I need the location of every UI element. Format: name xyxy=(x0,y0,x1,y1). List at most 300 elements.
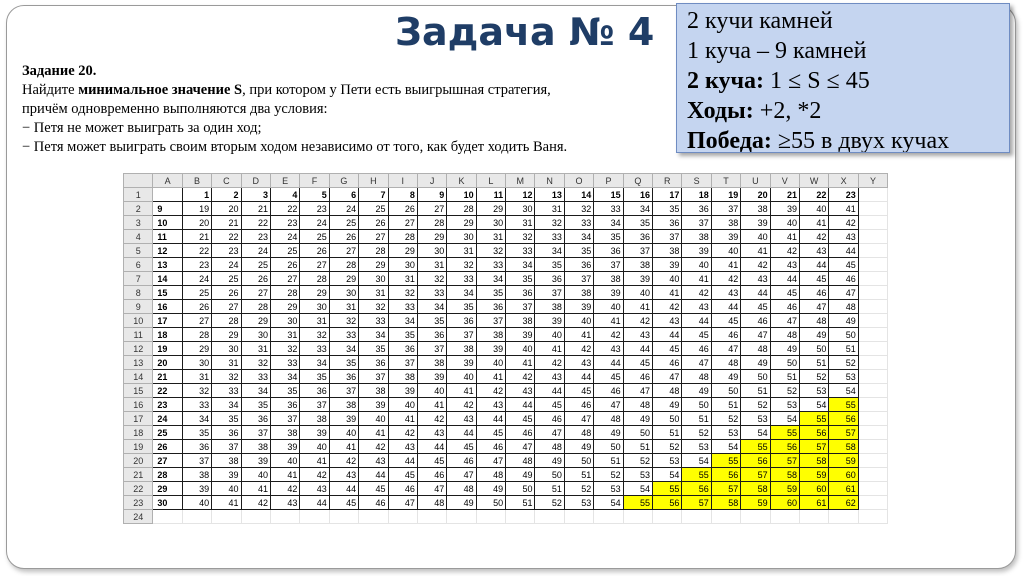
cell-O7[interactable]: 37 xyxy=(564,272,593,286)
cell-Q5[interactable]: 37 xyxy=(623,244,652,258)
cell-Q17[interactable]: 49 xyxy=(623,412,652,426)
cell-R22[interactable]: 55 xyxy=(653,482,682,496)
cell-V6[interactable]: 43 xyxy=(770,258,799,272)
row-header-4[interactable]: 4 xyxy=(124,230,153,244)
cell-L11[interactable]: 38 xyxy=(476,328,505,342)
cell-P12[interactable]: 43 xyxy=(594,342,623,356)
cell-N3[interactable]: 32 xyxy=(535,216,564,230)
cell-D23[interactable]: 42 xyxy=(241,496,270,510)
cell-B9[interactable]: 26 xyxy=(182,300,211,314)
cell-F19[interactable]: 40 xyxy=(300,440,329,454)
cell-Y9[interactable] xyxy=(858,300,887,314)
cell-G21[interactable]: 43 xyxy=(329,468,358,482)
cell-W24[interactable] xyxy=(799,510,828,524)
cell-C24[interactable] xyxy=(212,510,241,524)
column-header-R[interactable]: R xyxy=(653,174,682,188)
cell-S20[interactable]: 54 xyxy=(682,454,711,468)
cell-R10[interactable]: 43 xyxy=(653,314,682,328)
cell-H11[interactable]: 34 xyxy=(359,328,388,342)
cell-O5[interactable]: 35 xyxy=(564,244,593,258)
cell-L23[interactable]: 50 xyxy=(476,496,505,510)
cell-S14[interactable]: 48 xyxy=(682,370,711,384)
row-header-24[interactable]: 24 xyxy=(124,510,153,524)
cell-O22[interactable]: 52 xyxy=(564,482,593,496)
cell-S22[interactable]: 56 xyxy=(682,482,711,496)
cell-R3[interactable]: 36 xyxy=(653,216,682,230)
cell-G17[interactable]: 39 xyxy=(329,412,358,426)
cell-G12[interactable]: 34 xyxy=(329,342,358,356)
column-header-J[interactable]: J xyxy=(417,174,446,188)
cell-N18[interactable]: 47 xyxy=(535,426,564,440)
cell-V12[interactable]: 49 xyxy=(770,342,799,356)
cell-A22[interactable]: 29 xyxy=(153,482,182,496)
cell-Y7[interactable] xyxy=(858,272,887,286)
cell-X22[interactable]: 61 xyxy=(829,482,858,496)
cell-P11[interactable]: 42 xyxy=(594,328,623,342)
row-header-18[interactable]: 18 xyxy=(124,426,153,440)
cell-J19[interactable]: 44 xyxy=(417,440,446,454)
cell-F2[interactable]: 23 xyxy=(300,202,329,216)
cell-V21[interactable]: 58 xyxy=(770,468,799,482)
cell-N14[interactable]: 43 xyxy=(535,370,564,384)
cell-A1[interactable] xyxy=(153,188,182,202)
cell-M24[interactable] xyxy=(506,510,535,524)
cell-R14[interactable]: 47 xyxy=(653,370,682,384)
cell-D21[interactable]: 40 xyxy=(241,468,270,482)
cell-A12[interactable]: 19 xyxy=(153,342,182,356)
cell-B20[interactable]: 37 xyxy=(182,454,211,468)
cell-C21[interactable]: 39 xyxy=(212,468,241,482)
cell-U9[interactable]: 45 xyxy=(741,300,770,314)
cell-F9[interactable]: 30 xyxy=(300,300,329,314)
cell-J22[interactable]: 47 xyxy=(417,482,446,496)
cell-X16[interactable]: 55 xyxy=(829,398,858,412)
cell-M16[interactable]: 44 xyxy=(506,398,535,412)
cell-Q2[interactable]: 34 xyxy=(623,202,652,216)
cell-F17[interactable]: 38 xyxy=(300,412,329,426)
cell-D5[interactable]: 24 xyxy=(241,244,270,258)
cell-I13[interactable]: 37 xyxy=(388,356,417,370)
column-header-S[interactable]: S xyxy=(682,174,711,188)
cell-R11[interactable]: 44 xyxy=(653,328,682,342)
cell-P23[interactable]: 54 xyxy=(594,496,623,510)
cell-U13[interactable]: 49 xyxy=(741,356,770,370)
cell-Q14[interactable]: 46 xyxy=(623,370,652,384)
cell-A2[interactable]: 9 xyxy=(153,202,182,216)
cell-K7[interactable]: 33 xyxy=(447,272,476,286)
cell-S21[interactable]: 55 xyxy=(682,468,711,482)
cell-G24[interactable] xyxy=(329,510,358,524)
cell-G1[interactable]: 6 xyxy=(329,188,358,202)
cell-N22[interactable]: 51 xyxy=(535,482,564,496)
cell-W4[interactable]: 42 xyxy=(799,230,828,244)
cell-Y5[interactable] xyxy=(858,244,887,258)
cell-A24[interactable] xyxy=(153,510,182,524)
cell-W7[interactable]: 45 xyxy=(799,272,828,286)
cell-A14[interactable]: 21 xyxy=(153,370,182,384)
cell-Y20[interactable] xyxy=(858,454,887,468)
cell-A7[interactable]: 14 xyxy=(153,272,182,286)
cell-K10[interactable]: 36 xyxy=(447,314,476,328)
cell-X1[interactable]: 23 xyxy=(829,188,858,202)
cell-M17[interactable]: 45 xyxy=(506,412,535,426)
cell-K6[interactable]: 32 xyxy=(447,258,476,272)
cell-O11[interactable]: 41 xyxy=(564,328,593,342)
cell-A4[interactable]: 11 xyxy=(153,230,182,244)
cell-M3[interactable]: 31 xyxy=(506,216,535,230)
cell-A6[interactable]: 13 xyxy=(153,258,182,272)
cell-I17[interactable]: 41 xyxy=(388,412,417,426)
cell-H14[interactable]: 37 xyxy=(359,370,388,384)
cell-W11[interactable]: 49 xyxy=(799,328,828,342)
cell-W8[interactable]: 46 xyxy=(799,286,828,300)
cell-F13[interactable]: 34 xyxy=(300,356,329,370)
column-header-V[interactable]: V xyxy=(770,174,799,188)
cell-N2[interactable]: 31 xyxy=(535,202,564,216)
cell-A9[interactable]: 16 xyxy=(153,300,182,314)
cell-M7[interactable]: 35 xyxy=(506,272,535,286)
cell-S17[interactable]: 51 xyxy=(682,412,711,426)
cell-C7[interactable]: 25 xyxy=(212,272,241,286)
cell-J5[interactable]: 30 xyxy=(417,244,446,258)
cell-J14[interactable]: 39 xyxy=(417,370,446,384)
cell-Q11[interactable]: 43 xyxy=(623,328,652,342)
cell-D16[interactable]: 35 xyxy=(241,398,270,412)
cell-B18[interactable]: 35 xyxy=(182,426,211,440)
cell-G8[interactable]: 30 xyxy=(329,286,358,300)
cell-A21[interactable]: 28 xyxy=(153,468,182,482)
cell-E4[interactable]: 24 xyxy=(270,230,299,244)
cell-O13[interactable]: 43 xyxy=(564,356,593,370)
cell-J3[interactable]: 28 xyxy=(417,216,446,230)
cell-J7[interactable]: 32 xyxy=(417,272,446,286)
cell-T19[interactable]: 54 xyxy=(711,440,740,454)
cell-F15[interactable]: 36 xyxy=(300,384,329,398)
row-header-19[interactable]: 19 xyxy=(124,440,153,454)
column-header-F[interactable]: F xyxy=(300,174,329,188)
cell-L3[interactable]: 30 xyxy=(476,216,505,230)
cell-F4[interactable]: 25 xyxy=(300,230,329,244)
cell-T1[interactable]: 19 xyxy=(711,188,740,202)
cell-N12[interactable]: 41 xyxy=(535,342,564,356)
cell-K3[interactable]: 29 xyxy=(447,216,476,230)
cell-N19[interactable]: 48 xyxy=(535,440,564,454)
cell-Y16[interactable] xyxy=(858,398,887,412)
cell-I21[interactable]: 45 xyxy=(388,468,417,482)
cell-C5[interactable]: 23 xyxy=(212,244,241,258)
cell-H13[interactable]: 36 xyxy=(359,356,388,370)
cell-I11[interactable]: 35 xyxy=(388,328,417,342)
cell-Q8[interactable]: 40 xyxy=(623,286,652,300)
cell-T18[interactable]: 53 xyxy=(711,426,740,440)
cell-H7[interactable]: 30 xyxy=(359,272,388,286)
cell-L24[interactable] xyxy=(476,510,505,524)
cell-S16[interactable]: 50 xyxy=(682,398,711,412)
row-header-9[interactable]: 9 xyxy=(124,300,153,314)
cell-A17[interactable]: 24 xyxy=(153,412,182,426)
cell-K8[interactable]: 34 xyxy=(447,286,476,300)
cell-Q16[interactable]: 48 xyxy=(623,398,652,412)
cell-T9[interactable]: 44 xyxy=(711,300,740,314)
cell-O21[interactable]: 51 xyxy=(564,468,593,482)
cell-U5[interactable]: 41 xyxy=(741,244,770,258)
cell-X13[interactable]: 52 xyxy=(829,356,858,370)
cell-Y23[interactable] xyxy=(858,496,887,510)
cell-G23[interactable]: 45 xyxy=(329,496,358,510)
cell-Y14[interactable] xyxy=(858,370,887,384)
cell-H21[interactable]: 44 xyxy=(359,468,388,482)
cell-B11[interactable]: 28 xyxy=(182,328,211,342)
cell-B17[interactable]: 34 xyxy=(182,412,211,426)
cell-T14[interactable]: 49 xyxy=(711,370,740,384)
cell-A10[interactable]: 17 xyxy=(153,314,182,328)
cell-O3[interactable]: 33 xyxy=(564,216,593,230)
cell-R17[interactable]: 50 xyxy=(653,412,682,426)
column-header-B[interactable]: B xyxy=(182,174,211,188)
column-header-E[interactable]: E xyxy=(270,174,299,188)
cell-N5[interactable]: 34 xyxy=(535,244,564,258)
cell-X23[interactable]: 62 xyxy=(829,496,858,510)
cell-B1[interactable]: 1 xyxy=(182,188,211,202)
cell-N17[interactable]: 46 xyxy=(535,412,564,426)
cell-E24[interactable] xyxy=(270,510,299,524)
cell-A13[interactable]: 20 xyxy=(153,356,182,370)
cell-M22[interactable]: 50 xyxy=(506,482,535,496)
cell-J12[interactable]: 37 xyxy=(417,342,446,356)
cell-S8[interactable]: 42 xyxy=(682,286,711,300)
cell-L7[interactable]: 34 xyxy=(476,272,505,286)
cell-P4[interactable]: 35 xyxy=(594,230,623,244)
cell-E20[interactable]: 40 xyxy=(270,454,299,468)
cell-I5[interactable]: 29 xyxy=(388,244,417,258)
cell-U8[interactable]: 44 xyxy=(741,286,770,300)
cell-X10[interactable]: 49 xyxy=(829,314,858,328)
cell-V2[interactable]: 39 xyxy=(770,202,799,216)
row-header-17[interactable]: 17 xyxy=(124,412,153,426)
cell-H5[interactable]: 28 xyxy=(359,244,388,258)
cell-A18[interactable]: 25 xyxy=(153,426,182,440)
cell-Y8[interactable] xyxy=(858,286,887,300)
cell-R13[interactable]: 46 xyxy=(653,356,682,370)
cell-D7[interactable]: 26 xyxy=(241,272,270,286)
cell-I23[interactable]: 47 xyxy=(388,496,417,510)
cell-O17[interactable]: 47 xyxy=(564,412,593,426)
cell-U21[interactable]: 57 xyxy=(741,468,770,482)
row-header-8[interactable]: 8 xyxy=(124,286,153,300)
cell-J17[interactable]: 42 xyxy=(417,412,446,426)
cell-N1[interactable]: 13 xyxy=(535,188,564,202)
cell-X24[interactable] xyxy=(829,510,858,524)
cell-U4[interactable]: 40 xyxy=(741,230,770,244)
cell-I15[interactable]: 39 xyxy=(388,384,417,398)
cell-I7[interactable]: 31 xyxy=(388,272,417,286)
cell-C13[interactable]: 31 xyxy=(212,356,241,370)
cell-R7[interactable]: 40 xyxy=(653,272,682,286)
cell-G13[interactable]: 35 xyxy=(329,356,358,370)
cell-I2[interactable]: 26 xyxy=(388,202,417,216)
cell-W22[interactable]: 60 xyxy=(799,482,828,496)
cell-H15[interactable]: 38 xyxy=(359,384,388,398)
cell-D13[interactable]: 32 xyxy=(241,356,270,370)
cell-O10[interactable]: 40 xyxy=(564,314,593,328)
cell-U14[interactable]: 50 xyxy=(741,370,770,384)
cell-S19[interactable]: 53 xyxy=(682,440,711,454)
cell-L1[interactable]: 11 xyxy=(476,188,505,202)
cell-Y6[interactable] xyxy=(858,258,887,272)
cell-V15[interactable]: 52 xyxy=(770,384,799,398)
cell-S13[interactable]: 47 xyxy=(682,356,711,370)
cell-M4[interactable]: 32 xyxy=(506,230,535,244)
cell-T12[interactable]: 47 xyxy=(711,342,740,356)
column-header-N[interactable]: N xyxy=(535,174,564,188)
cell-F1[interactable]: 5 xyxy=(300,188,329,202)
cell-I8[interactable]: 32 xyxy=(388,286,417,300)
cell-Q3[interactable]: 35 xyxy=(623,216,652,230)
cell-O6[interactable]: 36 xyxy=(564,258,593,272)
cell-C23[interactable]: 41 xyxy=(212,496,241,510)
cell-D22[interactable]: 41 xyxy=(241,482,270,496)
cell-D20[interactable]: 39 xyxy=(241,454,270,468)
cell-U15[interactable]: 51 xyxy=(741,384,770,398)
cell-E19[interactable]: 39 xyxy=(270,440,299,454)
cell-U6[interactable]: 42 xyxy=(741,258,770,272)
cell-U23[interactable]: 59 xyxy=(741,496,770,510)
cell-B2[interactable]: 19 xyxy=(182,202,211,216)
cell-N7[interactable]: 36 xyxy=(535,272,564,286)
column-header-A[interactable]: A xyxy=(153,174,182,188)
cell-F22[interactable]: 43 xyxy=(300,482,329,496)
cell-U10[interactable]: 46 xyxy=(741,314,770,328)
cell-S1[interactable]: 18 xyxy=(682,188,711,202)
cell-J9[interactable]: 34 xyxy=(417,300,446,314)
row-header-23[interactable]: 23 xyxy=(124,496,153,510)
cell-F21[interactable]: 42 xyxy=(300,468,329,482)
cell-R9[interactable]: 42 xyxy=(653,300,682,314)
cell-M1[interactable]: 12 xyxy=(506,188,535,202)
cell-Q20[interactable]: 52 xyxy=(623,454,652,468)
cell-V17[interactable]: 54 xyxy=(770,412,799,426)
cell-T5[interactable]: 40 xyxy=(711,244,740,258)
cell-E11[interactable]: 31 xyxy=(270,328,299,342)
cell-G7[interactable]: 29 xyxy=(329,272,358,286)
cell-U3[interactable]: 39 xyxy=(741,216,770,230)
cell-K18[interactable]: 44 xyxy=(447,426,476,440)
cell-K4[interactable]: 30 xyxy=(447,230,476,244)
cell-E6[interactable]: 26 xyxy=(270,258,299,272)
row-header-20[interactable]: 20 xyxy=(124,454,153,468)
cell-I12[interactable]: 36 xyxy=(388,342,417,356)
cell-L21[interactable]: 48 xyxy=(476,468,505,482)
cell-N16[interactable]: 45 xyxy=(535,398,564,412)
cell-F24[interactable] xyxy=(300,510,329,524)
cell-O18[interactable]: 48 xyxy=(564,426,593,440)
cell-E7[interactable]: 27 xyxy=(270,272,299,286)
cell-Y15[interactable] xyxy=(858,384,887,398)
cell-E5[interactable]: 25 xyxy=(270,244,299,258)
cell-K11[interactable]: 37 xyxy=(447,328,476,342)
cell-W6[interactable]: 44 xyxy=(799,258,828,272)
cell-P9[interactable]: 40 xyxy=(594,300,623,314)
cell-O23[interactable]: 53 xyxy=(564,496,593,510)
cell-C1[interactable]: 2 xyxy=(212,188,241,202)
cell-W2[interactable]: 40 xyxy=(799,202,828,216)
cell-L13[interactable]: 40 xyxy=(476,356,505,370)
cell-J2[interactable]: 27 xyxy=(417,202,446,216)
cell-C3[interactable]: 21 xyxy=(212,216,241,230)
cell-H24[interactable] xyxy=(359,510,388,524)
cell-R15[interactable]: 48 xyxy=(653,384,682,398)
column-header-Q[interactable]: Q xyxy=(623,174,652,188)
cell-K14[interactable]: 40 xyxy=(447,370,476,384)
cell-D1[interactable]: 3 xyxy=(241,188,270,202)
cell-V13[interactable]: 50 xyxy=(770,356,799,370)
cell-D17[interactable]: 36 xyxy=(241,412,270,426)
cell-Y10[interactable] xyxy=(858,314,887,328)
cell-T13[interactable]: 48 xyxy=(711,356,740,370)
cell-T21[interactable]: 56 xyxy=(711,468,740,482)
cell-K22[interactable]: 48 xyxy=(447,482,476,496)
cell-H12[interactable]: 35 xyxy=(359,342,388,356)
cell-E22[interactable]: 42 xyxy=(270,482,299,496)
cell-I24[interactable] xyxy=(388,510,417,524)
cell-V20[interactable]: 57 xyxy=(770,454,799,468)
cell-T17[interactable]: 52 xyxy=(711,412,740,426)
cell-E17[interactable]: 37 xyxy=(270,412,299,426)
cell-V3[interactable]: 40 xyxy=(770,216,799,230)
cell-F16[interactable]: 37 xyxy=(300,398,329,412)
cell-Y11[interactable] xyxy=(858,328,887,342)
cell-R19[interactable]: 52 xyxy=(653,440,682,454)
cell-V24[interactable] xyxy=(770,510,799,524)
cell-S15[interactable]: 49 xyxy=(682,384,711,398)
cell-U19[interactable]: 55 xyxy=(741,440,770,454)
cell-P14[interactable]: 45 xyxy=(594,370,623,384)
cell-A11[interactable]: 18 xyxy=(153,328,182,342)
row-header-1[interactable]: 1 xyxy=(124,188,153,202)
column-header-T[interactable]: T xyxy=(711,174,740,188)
cell-P2[interactable]: 33 xyxy=(594,202,623,216)
cell-D8[interactable]: 27 xyxy=(241,286,270,300)
cell-X5[interactable]: 44 xyxy=(829,244,858,258)
cell-W20[interactable]: 58 xyxy=(799,454,828,468)
cell-P22[interactable]: 53 xyxy=(594,482,623,496)
cell-A19[interactable]: 26 xyxy=(153,440,182,454)
column-header-I[interactable]: I xyxy=(388,174,417,188)
cell-V4[interactable]: 41 xyxy=(770,230,799,244)
cell-Q6[interactable]: 38 xyxy=(623,258,652,272)
cell-I9[interactable]: 33 xyxy=(388,300,417,314)
cell-L12[interactable]: 39 xyxy=(476,342,505,356)
cell-G16[interactable]: 38 xyxy=(329,398,358,412)
cell-W3[interactable]: 41 xyxy=(799,216,828,230)
cell-I16[interactable]: 40 xyxy=(388,398,417,412)
cell-B12[interactable]: 29 xyxy=(182,342,211,356)
row-header-12[interactable]: 12 xyxy=(124,342,153,356)
cell-C11[interactable]: 29 xyxy=(212,328,241,342)
cell-Q10[interactable]: 42 xyxy=(623,314,652,328)
cell-G11[interactable]: 33 xyxy=(329,328,358,342)
column-header-P[interactable]: P xyxy=(594,174,623,188)
cell-V9[interactable]: 46 xyxy=(770,300,799,314)
cell-A16[interactable]: 23 xyxy=(153,398,182,412)
cell-P16[interactable]: 47 xyxy=(594,398,623,412)
cell-M14[interactable]: 42 xyxy=(506,370,535,384)
cell-A15[interactable]: 22 xyxy=(153,384,182,398)
cell-M8[interactable]: 36 xyxy=(506,286,535,300)
cell-V16[interactable]: 53 xyxy=(770,398,799,412)
cell-L19[interactable]: 46 xyxy=(476,440,505,454)
cell-J21[interactable]: 46 xyxy=(417,468,446,482)
